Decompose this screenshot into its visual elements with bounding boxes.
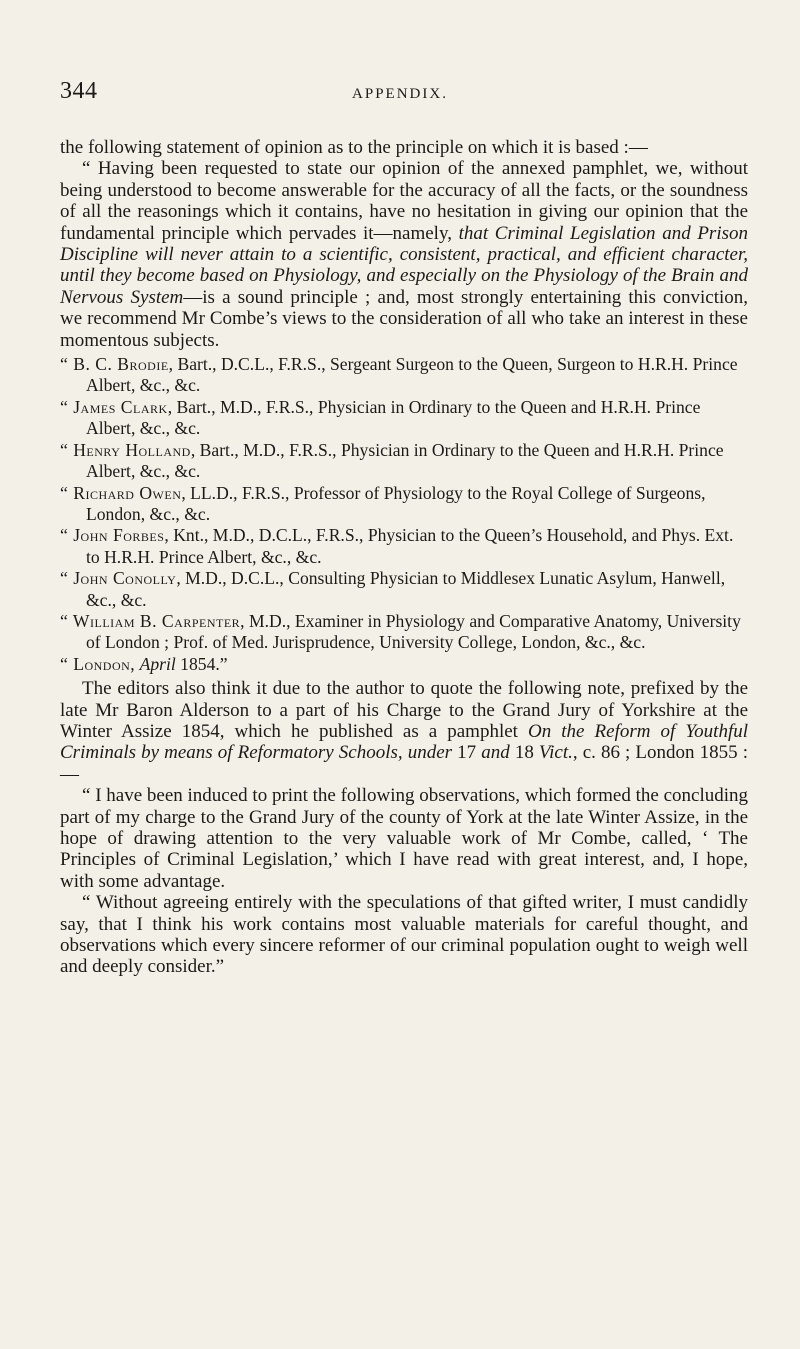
running-head: APPENDIX.: [352, 86, 448, 102]
signatory: [60, 611, 748, 654]
editors-note-and: and: [481, 742, 510, 764]
alderson-quote-1: “ I have been induced to print the following observations, which formed the concluding part of my charge to the Grand Jury of the county of York at the late Winter Assize, in the hope of drawing attention to the very valuable work of Mr Combe, called, ‘ The Principles of Criminal Legislation,’ which I have read with great interest, and, I hope, with some advantage.: [60, 785, 748, 892]
editors-note-text: , c. 86 ; London 1855 :—: [60, 742, 748, 785]
signatory: [60, 440, 748, 483]
signatory-name: “ Henry Holland: [60, 439, 191, 460]
editors-note: [60, 678, 748, 785]
signatory-desc: , LL.D., F.R.S., Professor of Physiology to the Royal College of Surgeons, London, &c., &c.: [86, 482, 706, 524]
signatory-name: “ Richard Owen: [60, 482, 182, 503]
opinion-quote-open: “ Having been requested to state our opinion of the annexed pamphlet, we, without being understood to become answerable for the accuracy of all the facts, or the soundness of all the reasonings which it contains, have no hesitation in giving our opinion that the fundamental principle which pervades it—namely,: [60, 158, 748, 244]
editors-note-text: The editors also think it due to the author to quote the following note, prefixed by the late Mr Baron Alderson to a part of his Charge to the Grand Jury of Yorkshire at the Winter Assize 1854, which he published as a pamphlet: [60, 678, 748, 742]
opinion-quote-italic: that Criminal Legislation and Prison Discipline will never attain to a scientific, consistent, practical, and efficient character, until they become based on Physiology, and especially on the Physiology of the Brain and Nervous System: [60, 222, 748, 308]
opinion-quote: [60, 158, 748, 351]
signatory-name: “ John Forbes: [60, 525, 165, 546]
signatories-list: [60, 354, 748, 675]
opinion-quote-close: —is a sound principle ; and, most strongly entertaining this conviction, we recommend Mr Combe’s views to the consideration of all who take an interest in these momentous subjects.: [60, 286, 748, 351]
dateline-month: April: [139, 653, 176, 674]
signatory-desc: , Bart., M.D., F.R.S., Physician in Ordinary to the Queen and H.R.H. Prince Albert, &c., &c.: [86, 439, 724, 482]
dateline: [60, 654, 748, 675]
signatory: [60, 525, 748, 568]
signatory-name: “ James Clark: [60, 396, 168, 417]
editors-note-text: 18: [509, 742, 539, 764]
signatory-name: “ John Conolly: [60, 568, 177, 589]
dateline-place: “ London,: [60, 653, 136, 674]
signatory-desc: , M.D., Examiner in Physiology and Comparative Anatomy, University of London ; Prof. of Med. Jurisprudence, University College, London, &c., &c.: [86, 610, 741, 653]
signatory-desc: , Bart., M.D., F.R.S., Physician in Ordinary to the Queen and H.R.H. Prince Albert, &c., &c.: [86, 396, 701, 439]
signatory-name: “ B. C. Brodie: [60, 354, 169, 375]
signatory-desc: , Knt., M.D., D.C.L., F.R.S., Physician to the Queen’s Household, and Phys. Ext. to H.R.H. Prince Albert, &c., &c.: [86, 525, 734, 567]
dateline-year: 1854.”: [180, 653, 228, 674]
page-number: 344: [60, 78, 98, 104]
editors-note-text: 17: [452, 742, 482, 764]
signatory: [60, 483, 748, 526]
pamphlet-title: On the Reform of Youthful Criminals by means of Reformatory Schools, under: [60, 720, 748, 764]
signatory-name: “ William B. Carpenter: [60, 610, 241, 631]
signatory: [60, 568, 748, 611]
signatory: [60, 354, 748, 397]
editors-note-vict: Vict.: [538, 742, 573, 764]
body-text: [60, 137, 748, 978]
signatory: [60, 397, 748, 440]
intro-paragraph: the following statement of opinion as to the principle on which it is based :—: [60, 137, 648, 158]
alderson-quote-2: “ Without agreeing entirely with the speculations of that gifted writer, I must candidly say, that I think his work contains most valuable materials for careful thought, and observations which every sincere reformer of our criminal population ought to weigh well and deeply consider.”: [60, 892, 748, 978]
signatory-desc: , M.D., D.C.L., Consulting Physician to Middlesex Lunatic Asylum, Hanwell, &c., &c.: [86, 568, 726, 610]
signatory-desc: , Bart., D.C.L., F.R.S., Sergeant Surgeon to the Queen, Surgeon to H.R.H. Prince Albert, &c., &c.: [86, 354, 738, 396]
